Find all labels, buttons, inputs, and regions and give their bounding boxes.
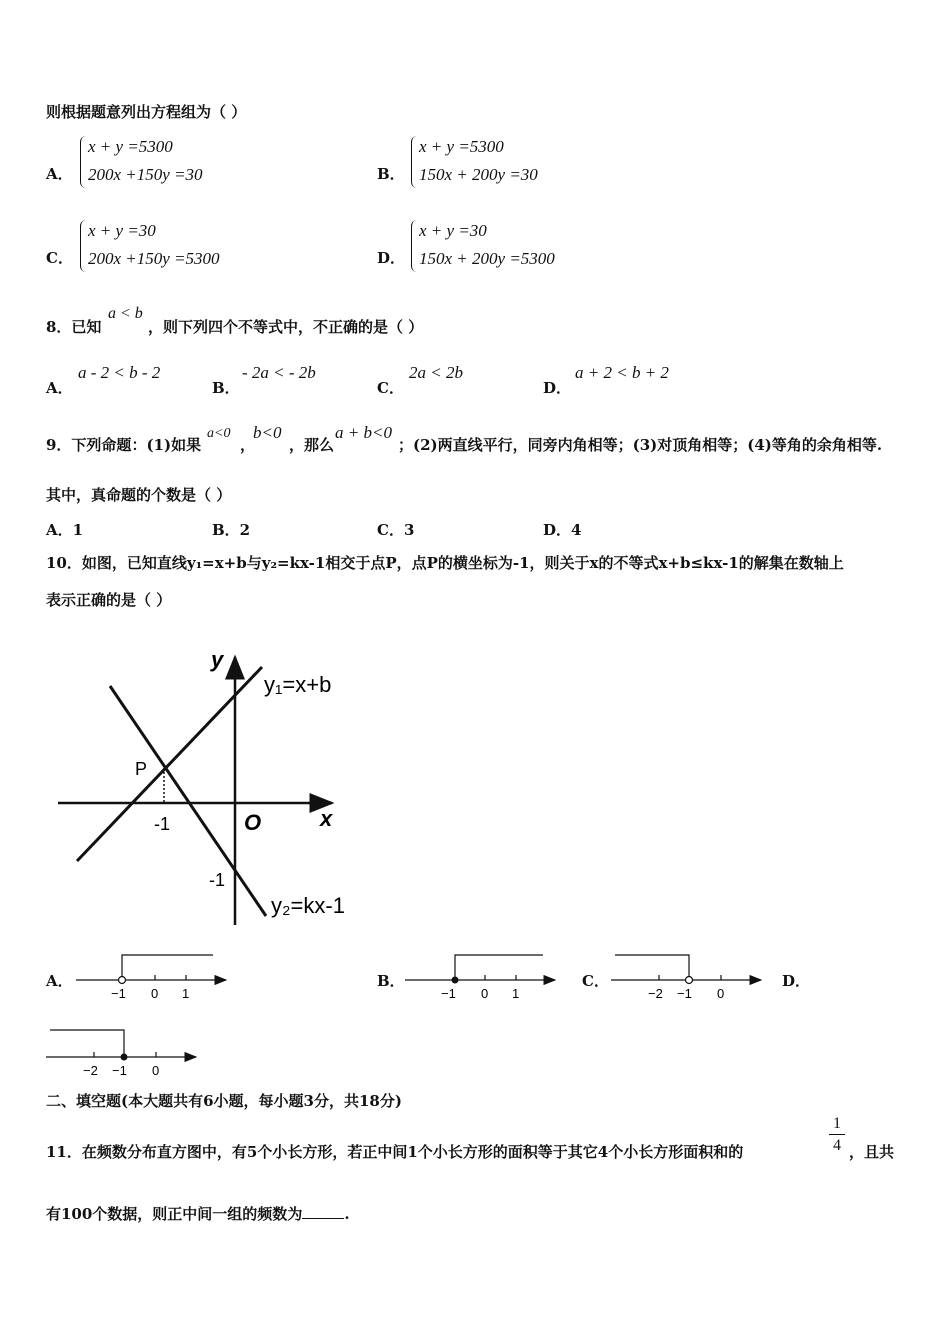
q10-option-c-label[interactable]: C． [582,972,609,990]
x-axis-label: x [320,806,333,831]
q9-option-a[interactable]: A．1 [46,521,84,539]
numline-b-tick-1: −1 [441,986,456,1001]
option-b-eq2: 150x + 200y =30 [419,165,538,184]
line-y1-label: y₁=x+b [264,672,332,697]
q9-option-b[interactable]: B．2 [212,521,251,539]
option-d-label[interactable]: D． [377,249,406,267]
y-tick-label: -1 [209,870,226,890]
q9-math-b: b<0 [253,423,282,442]
option-a-label[interactable]: A． [46,165,73,183]
open-dot-icon [686,977,693,984]
q9-part2: ，那么 [289,436,335,454]
q8-option-d-label[interactable]: D． [543,379,572,397]
q8-stem: ，则下列四个不等式中，不正确的是（ ） [148,318,424,336]
q11-line1: 11．在频数分布直方图中，有5个小长方形，若正中间1个小长方形的面积等于其它4个小长方形面积和的 [46,1143,744,1161]
numline-b-range [455,955,543,980]
q11-line1-end: ，且共 [849,1143,895,1161]
q9-math-a: a<0 [207,426,231,441]
numline-a-tick-3: 1 [182,986,190,1001]
q11-fraction [829,1114,845,1155]
q8-option-b-expr: - 2a < - 2b [242,363,316,382]
option-c-label[interactable]: C． [46,249,73,267]
numline-d-range [50,1030,124,1057]
q9-comma: ， [240,436,256,454]
solid-dot-icon [121,1054,128,1061]
q8-option-c-expr: 2a < 2b [409,363,463,382]
y-axis-label: y [211,647,224,672]
option-d-eq1: x + y =30 [419,221,487,240]
numline-d-tick-1: −2 [83,1063,98,1078]
q9-part1: 9．下列命题：(1)如果 [46,436,202,454]
option-c-eq2: 200x +150y =5300 [88,249,220,268]
q10-option-d-label[interactable]: D． [782,972,811,990]
q8-number: 8．已知 [46,318,102,336]
q11-line2-text: 有100个数据，则正中间一组的频数为 [46,1205,303,1223]
q8-option-a-expr: a - 2 < b - 2 [78,363,161,382]
numline-c-tick-1: −2 [648,986,663,1001]
q9-part3: ；(2)两直线平行，同旁内角相等；(3)对顶角相等；(4)等角的余角相等. [398,436,883,454]
q11-line2 [46,1204,350,1223]
q8-option-c-label[interactable]: C． [377,379,404,397]
q10-line1: 10．如图，已知直线y₁=x+b与y₂=kx-1相交于点P，点P的横坐标为-1，则关于x的不等式x+b≤kx-1的解集在数轴上 [46,554,844,572]
option-c-eq1: x + y =30 [88,221,156,240]
numline-d-tick-3: 0 [152,1063,160,1078]
q9-line2: 其中，真命题的个数是（ ） [46,486,232,504]
answer-blank[interactable] [302,1204,344,1219]
prev-question-stem: 则根据题意列出方程组为（ ） [46,103,247,121]
option-d-eq2: 150x + 200y =5300 [419,249,555,268]
line-y2-label: y₂=kx-1 [271,893,345,918]
solid-dot-icon [452,977,459,984]
q11-frac-den: 4 [833,1137,841,1154]
q11-line2-end: . [344,1205,350,1223]
option-b-eq1: x + y =5300 [419,137,504,156]
x-tick-label: -1 [154,814,171,834]
q8-option-d-expr: a + 2 < b + 2 [575,363,669,382]
open-dot-icon [119,977,126,984]
q9-math-sum: a + b<0 [335,423,392,442]
q8-option-b-label[interactable]: B． [212,379,240,397]
q8-condition: a < b [108,305,143,322]
numline-a-range [122,955,213,980]
q10-line2: 表示正确的是（ ） [46,591,172,609]
numline-c-tick-2: −1 [677,986,692,1001]
numline-a-tick-1: −1 [111,986,126,1001]
numline-b-tick-3: 1 [512,986,520,1001]
option-a-eq1: x + y =5300 [88,137,173,156]
point-p-label: P [135,759,148,779]
section-title: 二、填空题(本大题共有6小题，每小题3分，共18分) [46,1092,402,1110]
q10-option-b-label[interactable]: B． [377,972,405,990]
numline-c-tick-3: 0 [717,986,725,1001]
option-b-label[interactable]: B． [377,165,405,183]
numline-b-tick-2: 0 [481,986,489,1001]
q8-option-a-label[interactable]: A． [46,379,73,397]
numline-d-tick-2: −1 [112,1063,127,1078]
option-a-eq2: 200x +150y =30 [88,165,203,184]
q9-option-c[interactable]: C．3 [377,521,415,539]
q10-option-a-label[interactable]: A． [46,972,73,990]
numline-c-range [615,955,689,980]
q11-frac-num: 1 [833,1115,841,1132]
numline-a-tick-2: 0 [151,986,159,1001]
origin-label: O [244,810,262,835]
q9-option-d[interactable]: D．4 [543,521,582,539]
